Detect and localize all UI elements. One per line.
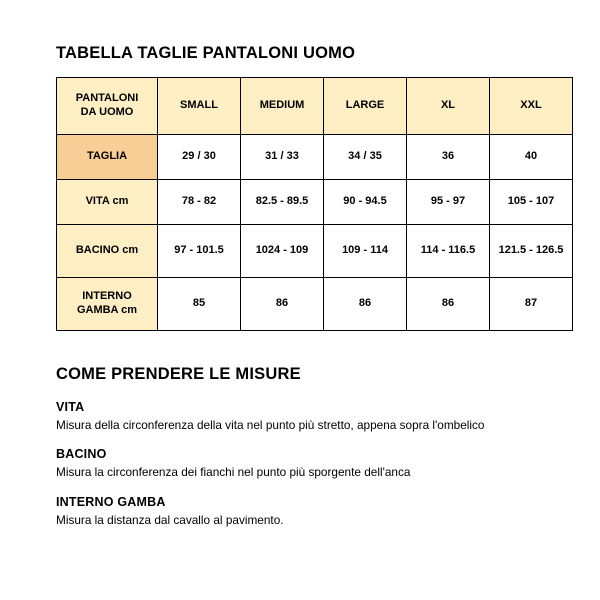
- table-row: [57, 180, 573, 225]
- measure-item-interno-gamba: [56, 495, 544, 528]
- corner-label-line1: PANTALONI: [75, 92, 139, 105]
- measure-term-interno-gamba: INTERNO GAMBA: [56, 494, 166, 509]
- measure-item-vita: [56, 400, 544, 433]
- cell-taglia-small: 29 / 30: [158, 135, 241, 180]
- corner-label-line2: DA UOMO: [80, 106, 134, 118]
- column-header-large: LARGE: [324, 78, 407, 135]
- cell-vita-xxl: 105 - 107: [490, 180, 573, 225]
- table-row: [57, 278, 573, 331]
- table-header: [57, 78, 573, 135]
- measure-description-vita: Misura della circonferenza della vita nel punto più stretto, appena sopra l'ombelico: [56, 418, 485, 432]
- row-header-taglia: TAGLIA: [57, 135, 158, 180]
- column-header-xxl: XXL: [490, 78, 573, 135]
- table-header-row: [57, 78, 573, 135]
- row-header-interno-gamba: [57, 278, 158, 331]
- cell-taglia-large: 34 / 35: [324, 135, 407, 180]
- cell-taglia-xl: 36: [407, 135, 490, 180]
- cell-bacino-xl: 114 - 116.5: [407, 225, 490, 278]
- measure-term-vita: VITA: [56, 400, 85, 414]
- table-body: [57, 135, 573, 331]
- cell-bacino-small: 97 - 101.5: [158, 225, 241, 278]
- table-row: [57, 225, 573, 278]
- cell-taglia-medium: 31 / 33: [241, 135, 324, 180]
- row-header-line2: GAMBA cm: [76, 304, 138, 316]
- cell-vita-small: 78 - 82: [158, 180, 241, 225]
- measure-description-bacino: Misura la circonferenza dei fianchi nel punto più sporgente dell'anca: [56, 465, 411, 480]
- size-chart-table: [56, 77, 573, 331]
- row-header-bacino: BACINO cm: [57, 225, 158, 278]
- column-header-xl: XL: [407, 78, 490, 135]
- cell-interno-xxl: 87: [490, 278, 573, 331]
- cell-vita-medium: 82.5 - 89.5: [241, 180, 324, 225]
- cell-interno-small: 85: [158, 278, 241, 331]
- row-header-line1: INTERNO: [82, 290, 132, 303]
- cell-vita-large: 90 - 94.5: [324, 180, 407, 225]
- cell-taglia-xxl: 40: [490, 135, 573, 180]
- table-row: [57, 135, 573, 180]
- row-header-vita: VITA cm: [57, 180, 158, 225]
- column-header-medium: MEDIUM: [241, 78, 324, 135]
- measures-heading: COME PRENDERE LE MISURE: [56, 365, 301, 383]
- page-title: TABELLA TAGLIE PANTALONI UOMO: [56, 44, 356, 62]
- cell-bacino-medium: 1024 - 109: [241, 225, 324, 278]
- cell-bacino-large: 109 - 114: [324, 225, 407, 278]
- measure-term-bacino: BACINO: [56, 447, 107, 462]
- table-corner-header: [57, 78, 158, 135]
- cell-interno-xl: 86: [407, 278, 490, 331]
- measure-description-interno-gamba: Misura la distanza dal cavallo al pavimento.: [56, 512, 284, 527]
- cell-interno-large: 86: [324, 278, 407, 331]
- column-header-small: SMALL: [158, 78, 241, 135]
- measure-item-bacino: [56, 447, 544, 480]
- cell-bacino-xxl: 121.5 - 126.5: [490, 225, 573, 278]
- cell-interno-medium: 86: [241, 278, 324, 331]
- cell-vita-xl: 95 - 97: [407, 180, 490, 225]
